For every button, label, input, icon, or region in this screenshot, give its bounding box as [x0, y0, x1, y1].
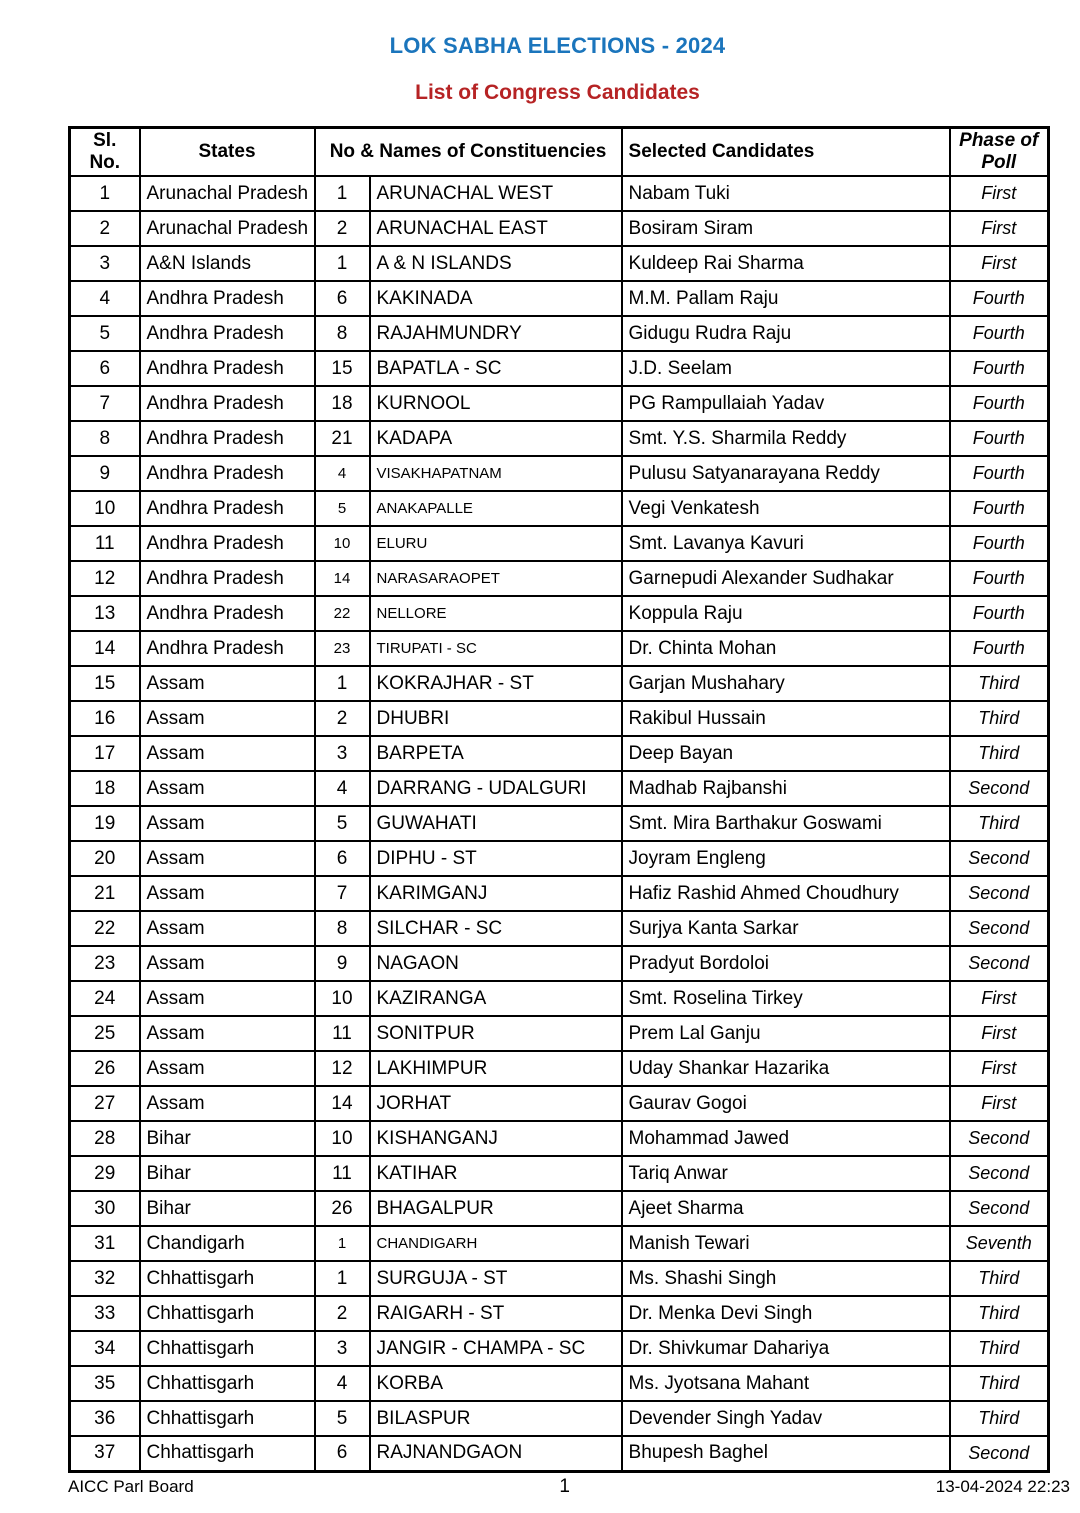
footer-page-number: 1 [559, 1476, 570, 1497]
constituency-name-cell: KISHANGANJ [370, 1121, 622, 1156]
constituency-no-cell: 3 [315, 736, 370, 771]
phase-cell: Fourth [950, 456, 1049, 491]
sl-no-cell: 5 [70, 316, 140, 351]
candidates-table [68, 126, 1050, 1473]
table-row [70, 736, 1049, 771]
sl-no-cell: 10 [70, 491, 140, 526]
phase-cell: Second [950, 911, 1049, 946]
table-row [70, 1121, 1049, 1156]
candidate-cell: Manish Tewari [622, 1226, 950, 1261]
state-cell: Chhattisgarh [140, 1261, 315, 1296]
table-header-row [70, 128, 1049, 177]
phase-cell: Fourth [950, 316, 1049, 351]
state-cell: Assam [140, 841, 315, 876]
state-cell: Andhra Pradesh [140, 281, 315, 316]
phase-cell: Third [950, 806, 1049, 841]
phase-cell: Third [950, 1401, 1049, 1436]
constituency-no-cell: 6 [315, 1436, 370, 1471]
constituency-name-cell: A & N ISLANDS [370, 246, 622, 281]
constituency-name-cell: KADAPA [370, 421, 622, 456]
state-cell: Assam [140, 806, 315, 841]
candidate-cell: Prem Lal Ganju [622, 1016, 950, 1051]
constituency-no-cell: 4 [315, 771, 370, 806]
constituency-no-cell: 14 [315, 561, 370, 596]
constituency-no-cell: 11 [315, 1016, 370, 1051]
state-cell: Assam [140, 1051, 315, 1086]
constituency-no-cell: 1 [315, 246, 370, 281]
constituency-no-cell: 1 [315, 176, 370, 211]
header-candidates: Selected Candidates [622, 128, 950, 177]
sl-no-cell: 15 [70, 666, 140, 701]
sl-no-cell: 35 [70, 1366, 140, 1401]
constituency-no-cell: 8 [315, 316, 370, 351]
candidate-cell: Gaurav Gogoi [622, 1086, 950, 1121]
constituency-name-cell: SILCHAR - SC [370, 911, 622, 946]
table-row [70, 1366, 1049, 1401]
sl-no-cell: 20 [70, 841, 140, 876]
constituency-no-cell: 15 [315, 351, 370, 386]
table-header [70, 128, 1049, 177]
constituency-no-cell: 1 [315, 1261, 370, 1296]
state-cell: Andhra Pradesh [140, 386, 315, 421]
state-cell: Bihar [140, 1156, 315, 1191]
constituency-name-cell: TIRUPATI - SC [370, 631, 622, 666]
constituency-no-cell: 10 [315, 526, 370, 561]
constituency-no-cell: 11 [315, 1156, 370, 1191]
constituency-no-cell: 12 [315, 1051, 370, 1086]
phase-cell: First [950, 1016, 1049, 1051]
constituency-no-cell: 7 [315, 876, 370, 911]
table-row [70, 876, 1049, 911]
state-cell: Andhra Pradesh [140, 561, 315, 596]
phase-cell: First [950, 211, 1049, 246]
constituency-name-cell: KORBA [370, 1366, 622, 1401]
constituency-name-cell: GUWAHATI [370, 806, 622, 841]
constituency-no-cell: 8 [315, 911, 370, 946]
sl-no-cell: 37 [70, 1436, 140, 1471]
constituency-name-cell: BAPATLA - SC [370, 351, 622, 386]
header-sl-no: Sl. No. [70, 128, 140, 177]
state-cell: Chhattisgarh [140, 1401, 315, 1436]
constituency-name-cell: RAJAHMUNDRY [370, 316, 622, 351]
state-cell: Bihar [140, 1191, 315, 1226]
candidate-cell: Smt. Mira Barthakur Goswami [622, 806, 950, 841]
candidate-cell: Dr. Chinta Mohan [622, 631, 950, 666]
candidate-cell: Kuldeep Rai Sharma [622, 246, 950, 281]
table-row [70, 1296, 1049, 1331]
constituency-name-cell: DIPHU - ST [370, 841, 622, 876]
constituency-name-cell: CHANDIGARH [370, 1226, 622, 1261]
constituency-no-cell: 6 [315, 281, 370, 316]
phase-cell: Second [950, 1436, 1049, 1471]
table-row [70, 246, 1049, 281]
table-row [70, 631, 1049, 666]
phase-cell: First [950, 1051, 1049, 1086]
constituency-name-cell: KARIMGANJ [370, 876, 622, 911]
table-row [70, 1051, 1049, 1086]
candidate-cell: Joyram Engleng [622, 841, 950, 876]
sl-no-cell: 12 [70, 561, 140, 596]
table-row [70, 491, 1049, 526]
candidate-cell: Deep Bayan [622, 736, 950, 771]
constituency-name-cell: ANAKAPALLE [370, 491, 622, 526]
state-cell: Andhra Pradesh [140, 491, 315, 526]
phase-cell: Fourth [950, 421, 1049, 456]
constituency-name-cell: SURGUJA - ST [370, 1261, 622, 1296]
state-cell: Chhattisgarh [140, 1366, 315, 1401]
sl-no-cell: 9 [70, 456, 140, 491]
table-row [70, 806, 1049, 841]
constituency-no-cell: 5 [315, 806, 370, 841]
state-cell: Chhattisgarh [140, 1436, 315, 1471]
sl-no-cell: 32 [70, 1261, 140, 1296]
sl-no-cell: 16 [70, 701, 140, 736]
phase-cell: Fourth [950, 561, 1049, 596]
constituency-no-cell: 22 [315, 596, 370, 631]
state-cell: Assam [140, 1086, 315, 1121]
candidate-cell: Garnepudi Alexander Sudhakar [622, 561, 950, 596]
phase-cell: Second [950, 1191, 1049, 1226]
constituency-no-cell: 14 [315, 1086, 370, 1121]
phase-cell: Fourth [950, 351, 1049, 386]
candidate-cell: Bosiram Siram [622, 211, 950, 246]
table-row [70, 526, 1049, 561]
candidate-cell: Dr. Menka Devi Singh [622, 1296, 950, 1331]
table-row [70, 771, 1049, 806]
constituency-no-cell: 23 [315, 631, 370, 666]
phase-cell: Fourth [950, 281, 1049, 316]
state-cell: Assam [140, 736, 315, 771]
table-row [70, 386, 1049, 421]
candidate-cell: Madhab Rajbanshi [622, 771, 950, 806]
sl-no-cell: 8 [70, 421, 140, 456]
table-row [70, 981, 1049, 1016]
constituency-name-cell: NARASARAOPET [370, 561, 622, 596]
table-row [70, 351, 1049, 386]
table-row [70, 456, 1049, 491]
constituency-name-cell: RAIGARH - ST [370, 1296, 622, 1331]
sl-no-cell: 31 [70, 1226, 140, 1261]
constituency-no-cell: 1 [315, 666, 370, 701]
constituency-name-cell: BHAGALPUR [370, 1191, 622, 1226]
table-row [70, 1331, 1049, 1366]
constituency-no-cell: 1 [315, 1226, 370, 1261]
phase-cell: Third [950, 666, 1049, 701]
constituency-name-cell: BARPETA [370, 736, 622, 771]
constituency-name-cell: KURNOOL [370, 386, 622, 421]
state-cell: Assam [140, 1016, 315, 1051]
constituency-no-cell: 10 [315, 981, 370, 1016]
candidate-cell: Smt. Lavanya Kavuri [622, 526, 950, 561]
table-row [70, 911, 1049, 946]
state-cell: Andhra Pradesh [140, 596, 315, 631]
constituency-no-cell: 5 [315, 1401, 370, 1436]
candidate-cell: Rakibul Hussain [622, 701, 950, 736]
state-cell: A&N Islands [140, 246, 315, 281]
constituency-no-cell: 2 [315, 1296, 370, 1331]
constituency-no-cell: 2 [315, 211, 370, 246]
state-cell: Chhattisgarh [140, 1296, 315, 1331]
constituency-no-cell: 3 [315, 1331, 370, 1366]
constituency-name-cell: ARUNACHAL WEST [370, 176, 622, 211]
sl-no-cell: 7 [70, 386, 140, 421]
state-cell: Arunachal Pradesh [140, 211, 315, 246]
sl-no-cell: 1 [70, 176, 140, 211]
phase-cell: Second [950, 876, 1049, 911]
state-cell: Andhra Pradesh [140, 421, 315, 456]
table-row [70, 561, 1049, 596]
table-row [70, 421, 1049, 456]
candidate-cell: M.M. Pallam Raju [622, 281, 950, 316]
state-cell: Assam [140, 946, 315, 981]
table-body [70, 176, 1049, 1471]
constituency-name-cell: JANGIR - CHAMPA - SC [370, 1331, 622, 1366]
table-row [70, 1016, 1049, 1051]
constituency-no-cell: 10 [315, 1121, 370, 1156]
sl-no-cell: 14 [70, 631, 140, 666]
sl-no-cell: 25 [70, 1016, 140, 1051]
state-cell: Bihar [140, 1121, 315, 1156]
table-row [70, 1226, 1049, 1261]
constituency-no-cell: 26 [315, 1191, 370, 1226]
state-cell: Assam [140, 981, 315, 1016]
phase-cell: Fourth [950, 491, 1049, 526]
phase-cell: Third [950, 1296, 1049, 1331]
state-cell: Assam [140, 876, 315, 911]
state-cell: Chandigarh [140, 1226, 315, 1261]
constituency-no-cell: 4 [315, 456, 370, 491]
constituency-name-cell: SONITPUR [370, 1016, 622, 1051]
sl-no-cell: 19 [70, 806, 140, 841]
constituency-name-cell: BILASPUR [370, 1401, 622, 1436]
candidate-cell: Smt. Roselina Tirkey [622, 981, 950, 1016]
candidate-cell: Bhupesh Baghel [622, 1436, 950, 1471]
constituency-no-cell: 18 [315, 386, 370, 421]
constituency-no-cell: 9 [315, 946, 370, 981]
phase-cell: Fourth [950, 386, 1049, 421]
state-cell: Andhra Pradesh [140, 526, 315, 561]
candidate-cell: Devender Singh Yadav [622, 1401, 950, 1436]
constituency-name-cell: JORHAT [370, 1086, 622, 1121]
sl-no-cell: 22 [70, 911, 140, 946]
state-cell: Assam [140, 911, 315, 946]
candidate-cell: Dr. Shivkumar Dahariya [622, 1331, 950, 1366]
table-row [70, 946, 1049, 981]
sl-no-cell: 13 [70, 596, 140, 631]
sl-no-cell: 2 [70, 211, 140, 246]
table-row [70, 211, 1049, 246]
phase-cell: Third [950, 1366, 1049, 1401]
constituency-no-cell: 21 [315, 421, 370, 456]
sl-no-cell: 18 [70, 771, 140, 806]
table-row [70, 841, 1049, 876]
candidate-cell: Smt. Y.S. Sharmila Reddy [622, 421, 950, 456]
candidate-cell: J.D. Seelam [622, 351, 950, 386]
sl-no-cell: 36 [70, 1401, 140, 1436]
candidate-cell: Ms. Jyotsana Mahant [622, 1366, 950, 1401]
page-footer [68, 1476, 1070, 1498]
state-cell: Chhattisgarh [140, 1331, 315, 1366]
phase-cell: Second [950, 1156, 1049, 1191]
candidate-cell: Hafiz Rashid Ahmed Choudhury [622, 876, 950, 911]
constituency-name-cell: ARUNACHAL EAST [370, 211, 622, 246]
candidate-cell: Mohammad Jawed [622, 1121, 950, 1156]
candidate-cell: Vegi Venkatesh [622, 491, 950, 526]
sl-no-cell: 27 [70, 1086, 140, 1121]
sl-no-cell: 6 [70, 351, 140, 386]
constituency-name-cell: NELLORE [370, 596, 622, 631]
sl-no-cell: 26 [70, 1051, 140, 1086]
state-cell: Assam [140, 771, 315, 806]
constituency-no-cell: 2 [315, 701, 370, 736]
phase-cell: Third [950, 736, 1049, 771]
constituency-name-cell: KAZIRANGA [370, 981, 622, 1016]
candidate-cell: Ms. Shashi Singh [622, 1261, 950, 1296]
phase-cell: Third [950, 1261, 1049, 1296]
constituency-name-cell: VISAKHAPATNAM [370, 456, 622, 491]
constituency-name-cell: NAGAON [370, 946, 622, 981]
phase-cell: Third [950, 701, 1049, 736]
sl-no-cell: 17 [70, 736, 140, 771]
phase-cell: First [950, 246, 1049, 281]
sl-no-cell: 34 [70, 1331, 140, 1366]
sl-no-cell: 29 [70, 1156, 140, 1191]
table-row [70, 666, 1049, 701]
header-phase: Phase of Poll [950, 128, 1049, 177]
sl-no-cell: 30 [70, 1191, 140, 1226]
candidate-cell: Pulusu Satyanarayana Reddy [622, 456, 950, 491]
candidate-cell: PG Rampullaiah Yadav [622, 386, 950, 421]
constituency-name-cell: KOKRAJHAR - ST [370, 666, 622, 701]
table-row [70, 1191, 1049, 1226]
state-cell: Assam [140, 666, 315, 701]
candidate-cell: Surjya Kanta Sarkar [622, 911, 950, 946]
table-row [70, 1436, 1049, 1471]
table-row [70, 316, 1049, 351]
table-row [70, 176, 1049, 211]
header-states: States [140, 128, 315, 177]
table-row [70, 1401, 1049, 1436]
page-title: LOK SABHA ELECTIONS - 2024 [389, 33, 726, 58]
sl-no-cell: 33 [70, 1296, 140, 1331]
phase-cell: Second [950, 771, 1049, 806]
table-row [70, 596, 1049, 631]
phase-cell: First [950, 981, 1049, 1016]
footer-timestamp: 13-04-2024 22:23 [935, 1477, 1070, 1496]
sl-no-cell: 21 [70, 876, 140, 911]
sl-no-cell: 28 [70, 1121, 140, 1156]
candidate-cell: Ajeet Sharma [622, 1191, 950, 1226]
phase-cell: Fourth [950, 526, 1049, 561]
phase-cell: Seventh [950, 1226, 1049, 1261]
table-row [70, 1261, 1049, 1296]
phase-cell: First [950, 176, 1049, 211]
sl-no-cell: 3 [70, 246, 140, 281]
state-cell: Andhra Pradesh [140, 456, 315, 491]
candidate-cell: Uday Shankar Hazarika [622, 1051, 950, 1086]
phase-cell: Fourth [950, 596, 1049, 631]
page-subtitle: List of Congress Candidates [415, 81, 700, 104]
state-cell: Andhra Pradesh [140, 631, 315, 666]
table-row [70, 281, 1049, 316]
document-content [68, 0, 1047, 1473]
candidate-cell: Tariq Anwar [622, 1156, 950, 1191]
sl-no-cell: 4 [70, 281, 140, 316]
phase-cell: Second [950, 1121, 1049, 1156]
candidate-cell: Nabam Tuki [622, 176, 950, 211]
constituency-name-cell: ELURU [370, 526, 622, 561]
constituency-name-cell: KATIHAR [370, 1156, 622, 1191]
constituency-name-cell: RAJNANDGAON [370, 1436, 622, 1471]
header-constituencies: No & Names of Constituencies [315, 128, 622, 177]
phase-cell: Third [950, 1331, 1049, 1366]
phase-cell: Second [950, 946, 1049, 981]
constituency-no-cell: 4 [315, 1366, 370, 1401]
constituency-name-cell: LAKHIMPUR [370, 1051, 622, 1086]
phase-cell: Second [950, 841, 1049, 876]
table-row [70, 1156, 1049, 1191]
candidate-cell: Gidugu Rudra Raju [622, 316, 950, 351]
constituency-no-cell: 5 [315, 491, 370, 526]
candidate-cell: Pradyut Bordoloi [622, 946, 950, 981]
constituency-name-cell: DARRANG - UDALGURI [370, 771, 622, 806]
candidate-cell: Garjan Mushahary [622, 666, 950, 701]
table-row [70, 1086, 1049, 1121]
constituency-name-cell: KAKINADA [370, 281, 622, 316]
constituency-name-cell: DHUBRI [370, 701, 622, 736]
candidate-cell: Koppula Raju [622, 596, 950, 631]
phase-cell: Fourth [950, 631, 1049, 666]
phase-cell: First [950, 1086, 1049, 1121]
state-cell: Arunachal Pradesh [140, 176, 315, 211]
state-cell: Andhra Pradesh [140, 316, 315, 351]
state-cell: Andhra Pradesh [140, 351, 315, 386]
state-cell: Assam [140, 701, 315, 736]
sl-no-cell: 11 [70, 526, 140, 561]
table-row [70, 701, 1049, 736]
footer-left-text: AICC Parl Board [68, 1477, 194, 1496]
constituency-no-cell: 6 [315, 841, 370, 876]
sl-no-cell: 24 [70, 981, 140, 1016]
sl-no-cell: 23 [70, 946, 140, 981]
